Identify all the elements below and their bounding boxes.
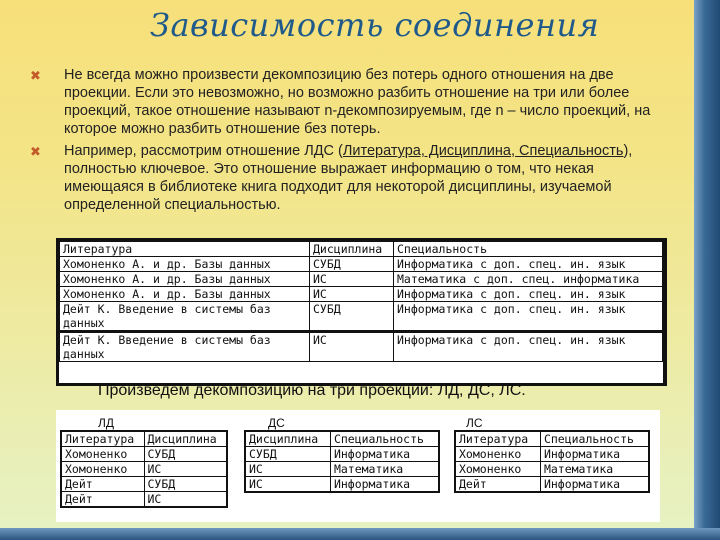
projection-label-ls: ЛС	[466, 416, 483, 430]
table-header-row	[60, 242, 663, 257]
table-cell: Информатика	[540, 447, 649, 462]
main-table-container	[56, 238, 667, 386]
table-row	[60, 332, 663, 362]
table-cell: Математика с доп. спец. информатика	[394, 272, 663, 287]
column-header: Специальность	[394, 242, 663, 257]
table-cell: Хомоненко	[455, 462, 540, 477]
bullet-x-icon: ✖	[30, 144, 41, 159]
table-cell: Математика	[540, 462, 649, 477]
column-header: Дисциплина	[245, 431, 330, 447]
table-cell: ИС	[245, 477, 330, 493]
table-cell: Хомоненко А. и др. Базы данных	[60, 257, 310, 272]
table-cell: Информатика с доп. спец. ин. язык	[394, 302, 663, 332]
table-row	[245, 477, 439, 493]
table-cell: Информатика	[330, 447, 439, 462]
table-cell: Дейт К. Введение в системы баз данных	[60, 332, 310, 362]
table-row	[60, 302, 663, 332]
table-cell: Хомоненко	[455, 447, 540, 462]
table-row	[455, 447, 649, 462]
column-header: Дисциплина	[310, 242, 394, 257]
bullet-text-part: Например, рассмотрим отношение ЛДС (	[64, 143, 343, 159]
table-row	[60, 272, 663, 287]
table-cell: Информатика с доп. спец. ин. язык	[394, 257, 663, 272]
projection-table-ld	[60, 430, 228, 508]
table-cell: Хомоненко А. и др. Базы данных	[60, 272, 310, 287]
table-cell: СУБД	[144, 477, 227, 492]
table-row	[455, 477, 649, 493]
table-cell: ИС	[310, 287, 394, 302]
table-row	[245, 462, 439, 477]
column-header: Специальность	[330, 431, 439, 447]
slide-frame-right	[694, 0, 720, 540]
column-header: Литература	[455, 431, 540, 447]
table-cell: Дейт	[61, 477, 144, 492]
table-row	[455, 462, 649, 477]
table-cell: Математика	[330, 462, 439, 477]
table-cell: Информатика с доп. спец. ин. язык	[394, 332, 663, 362]
table-cell: СУБД	[144, 447, 227, 462]
table-row	[245, 447, 439, 462]
column-header: Дисциплина	[144, 431, 227, 447]
table-row	[60, 287, 663, 302]
decomposition-caption: Произведем декомпозицию на три проекции: ЛД, ДС, ЛС.	[98, 382, 526, 399]
table-cell: Информатика с доп. спец. ин. язык	[394, 287, 663, 302]
bullet-x-icon: ✖	[30, 68, 41, 83]
bullet-list	[30, 66, 670, 218]
projections-panel	[56, 410, 660, 522]
projection-label-ld: ЛД	[98, 416, 115, 430]
column-header: Литература	[61, 431, 144, 447]
slide-title: Зависимость соединения	[150, 6, 600, 44]
projection-label-ds: ДС	[268, 416, 285, 430]
table-row	[61, 462, 227, 477]
table-cell: ИС	[310, 332, 394, 362]
bullet-text-underlined: Литература, Дисциплина, Специальность	[342, 143, 624, 159]
table-cell: Дейт	[455, 477, 540, 493]
table-cell: ИС	[144, 492, 227, 508]
bullet-text	[64, 142, 670, 214]
table-cell: СУБД	[245, 447, 330, 462]
table-cell: ИС	[245, 462, 330, 477]
bullet-text: Не всегда можно произвести декомпозицию без потерь одного отношения на две проекции. Если это невозможно, но возможно разбить отношение на три или более проекций, такое отношение называют n-декомпозируемым, где n – число проекций, на которое можно разбить отношение без потерь.	[64, 67, 651, 137]
table-cell: Хомоненко	[61, 447, 144, 462]
projection-table-ls	[454, 430, 650, 493]
table-cell: ИС	[144, 462, 227, 477]
table-row	[61, 492, 227, 508]
table-row	[61, 447, 227, 462]
bullet-text-part: ), полностью ключевое. Это отношение выражает информацию о том, что некая имеющаяся в библиотеке книга подходит для некоторой дисциплины, изучаемой определенной специальностью.	[64, 143, 633, 213]
table-cell: СУБД	[310, 302, 394, 332]
table-header-row	[245, 431, 439, 447]
table-cell: ИС	[310, 272, 394, 287]
table-header-row	[455, 431, 649, 447]
main-table	[59, 241, 663, 362]
table-cell: СУБД	[310, 257, 394, 272]
table-cell: Хомоненко А. и др. Базы данных	[60, 287, 310, 302]
column-header: Литература	[60, 242, 310, 257]
table-cell: Информатика	[540, 477, 649, 493]
table-header-row	[61, 431, 227, 447]
table-cell: Информатика	[330, 477, 439, 493]
table-row	[61, 477, 227, 492]
table-cell: Дейт К. Введение в системы баз данных	[60, 302, 310, 332]
projection-table-ds	[244, 430, 440, 493]
column-header: Специальность	[540, 431, 649, 447]
bullet-item	[30, 66, 670, 138]
table-cell: Дейт	[61, 492, 144, 508]
bullet-item	[30, 142, 670, 214]
table-row	[60, 257, 663, 272]
table-cell: Хомоненко	[61, 462, 144, 477]
slide-frame-bottom	[0, 528, 720, 540]
